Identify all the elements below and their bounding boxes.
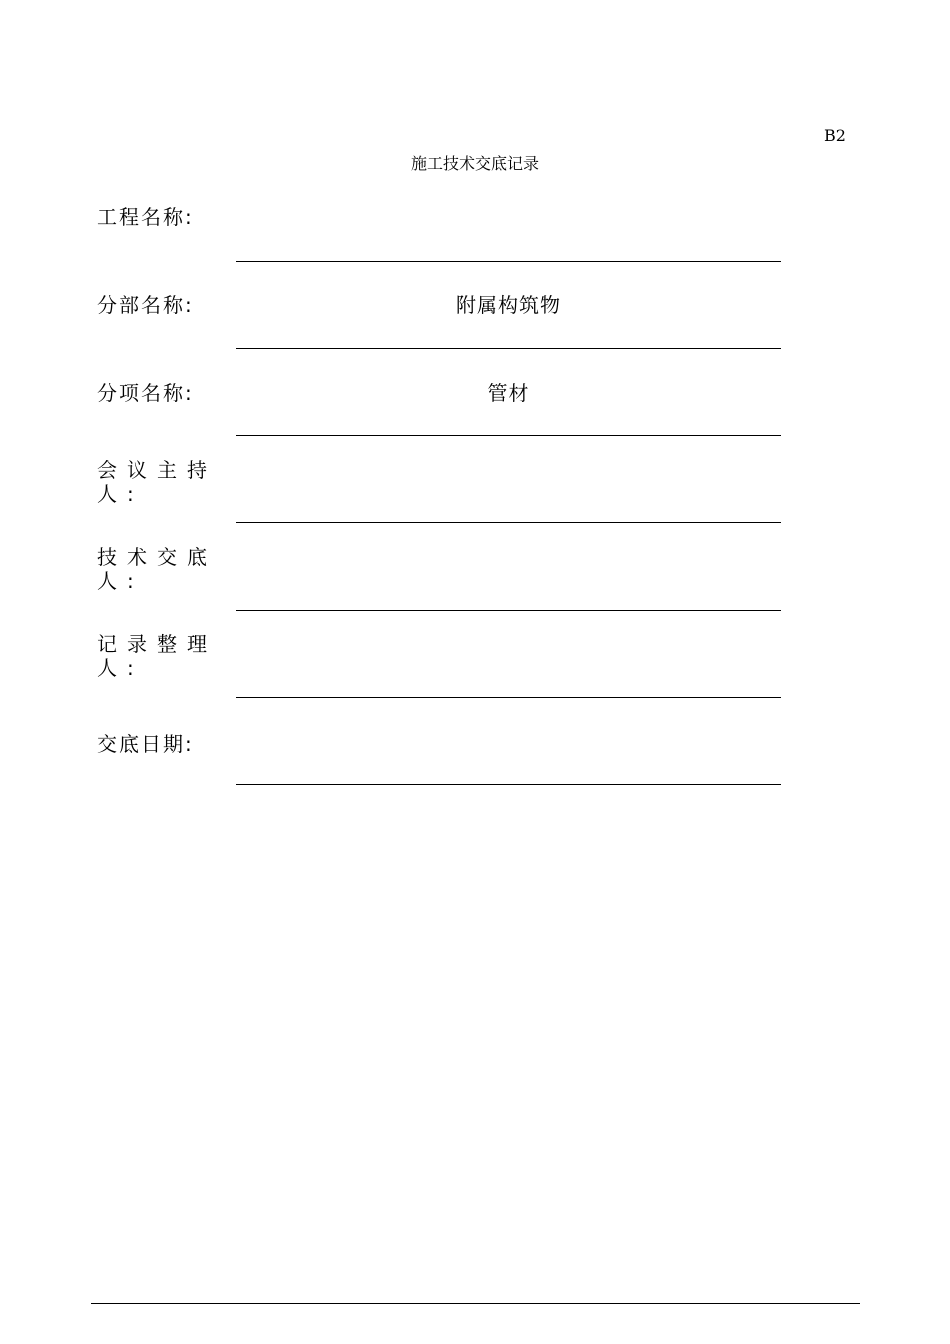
footer-rule — [91, 1303, 860, 1304]
division-name-underline — [236, 348, 781, 349]
item-name-underline — [236, 435, 781, 436]
briefing-date-label: 交底日期: — [97, 732, 194, 756]
field-row-briefing-date — [97, 732, 781, 820]
item-name-value: 管材 — [487, 381, 530, 405]
field-row-recorder — [97, 632, 781, 720]
division-name-label: 分部名称: — [97, 293, 194, 317]
document-title: 施工技术交底记录 — [410, 154, 539, 173]
field-row-division-name — [97, 293, 781, 381]
project-name-underline — [236, 261, 781, 262]
briefing-date-underline — [236, 784, 781, 785]
field-row-meeting-host — [97, 458, 781, 546]
division-name-value: 附属构筑物 — [456, 293, 561, 317]
briefing-person-label: 技术交底人: — [97, 545, 217, 593]
recorder-underline — [236, 697, 781, 698]
item-name-label: 分项名称: — [97, 381, 194, 405]
recorder-label: 记录整理人: — [97, 632, 217, 680]
briefing-person-underline — [236, 610, 781, 611]
field-row-briefing-person — [97, 545, 781, 633]
field-row-item-name — [97, 381, 781, 469]
meeting-host-label: 会议主持人: — [97, 458, 217, 506]
field-row-project-name — [97, 205, 781, 293]
form-code: B2 — [824, 126, 846, 145]
project-name-label: 工程名称: — [97, 205, 194, 229]
meeting-host-underline — [236, 522, 781, 523]
